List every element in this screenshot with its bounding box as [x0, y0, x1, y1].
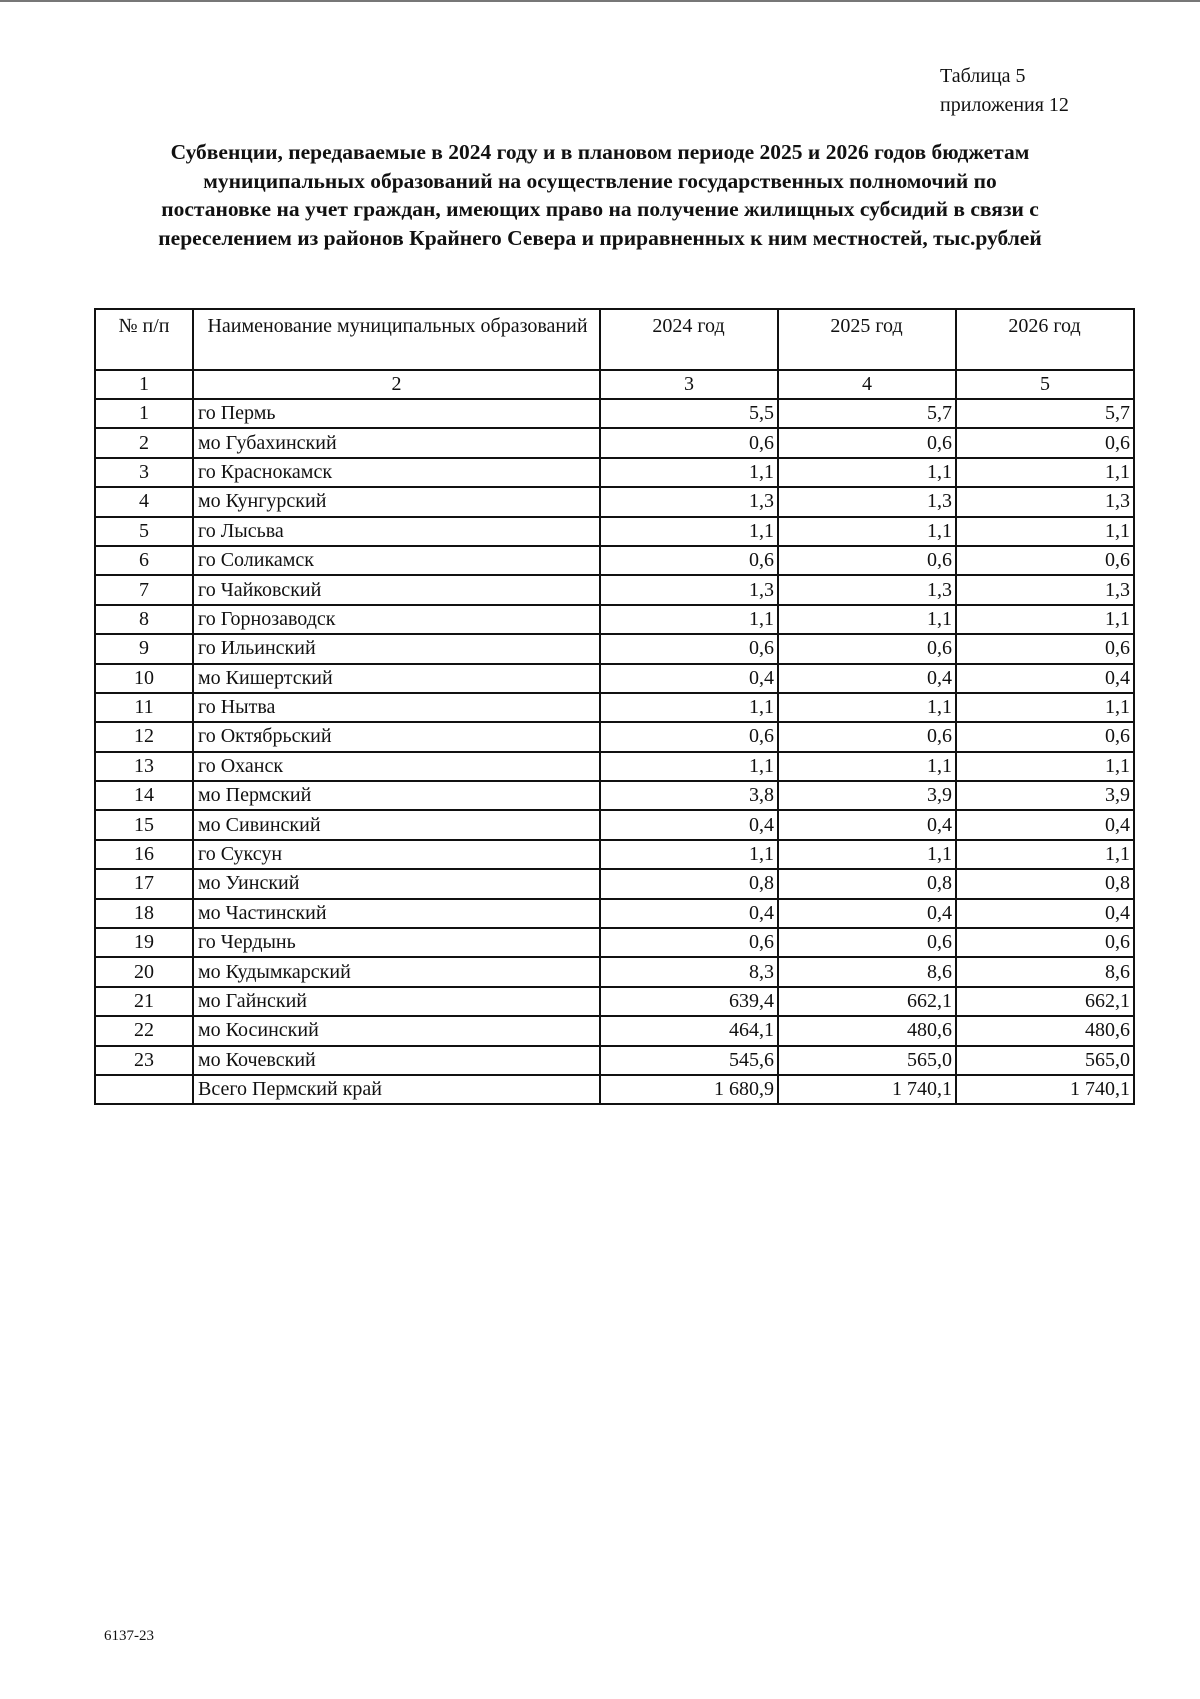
- value-2024: 1,1: [600, 752, 778, 781]
- value-2024: 5,5: [600, 399, 778, 428]
- row-number: 4: [95, 487, 193, 516]
- value-2024: 639,4: [600, 987, 778, 1016]
- table-row: [95, 634, 1134, 663]
- value-2025: 0,6: [778, 428, 956, 457]
- total-2025: 1 740,1: [778, 1075, 956, 1104]
- value-2025: 0,4: [778, 899, 956, 928]
- municipality-name: го Суксун: [193, 840, 600, 869]
- column-number: 1: [95, 370, 193, 399]
- value-2025: 662,1: [778, 987, 956, 1016]
- value-2024: 1,1: [600, 605, 778, 634]
- value-2024: 1,1: [600, 693, 778, 722]
- value-2025: 0,8: [778, 869, 956, 898]
- column-number-row: [95, 370, 1134, 399]
- value-2026: 662,1: [956, 987, 1134, 1016]
- row-number: 11: [95, 693, 193, 722]
- value-2026: 1,1: [956, 840, 1134, 869]
- value-2026: 8,6: [956, 957, 1134, 986]
- value-2024: 0,8: [600, 869, 778, 898]
- table-row: [95, 987, 1134, 1016]
- value-2025: 1,1: [778, 517, 956, 546]
- table-row: [95, 1016, 1134, 1045]
- column-number: 5: [956, 370, 1134, 399]
- row-number: 14: [95, 781, 193, 810]
- value-2026: 0,6: [956, 634, 1134, 663]
- value-2024: 0,6: [600, 428, 778, 457]
- municipality-name: го Ильинский: [193, 634, 600, 663]
- value-2026: 0,4: [956, 810, 1134, 839]
- value-2026: 1,1: [956, 458, 1134, 487]
- total-row: [95, 1075, 1134, 1104]
- municipality-name: мо Губахинский: [193, 428, 600, 457]
- value-2024: 0,6: [600, 546, 778, 575]
- table-row: [95, 752, 1134, 781]
- value-2025: 1,1: [778, 693, 956, 722]
- document-title: Субвенции, передаваемые в 2024 году и в плановом периоде 2025 и 2026 годов бюджетам муниципальных образований на осуществление государственных полномочий по постановке на учет граждан, имеющих право на получение жилищных субсидий в связи с переселением из районов Крайнего Севера и приравненных к ним местностей, тыс.рублей: [158, 140, 1042, 250]
- value-2026: 0,6: [956, 722, 1134, 751]
- table-row: [95, 899, 1134, 928]
- value-2025: 1,1: [778, 458, 956, 487]
- row-number: 23: [95, 1046, 193, 1075]
- row-number: 18: [95, 899, 193, 928]
- table-row: [95, 546, 1134, 575]
- value-2025: 0,6: [778, 634, 956, 663]
- municipality-name: го Оханск: [193, 752, 600, 781]
- value-2024: 545,6: [600, 1046, 778, 1075]
- value-2025: 480,6: [778, 1016, 956, 1045]
- value-2026: 0,8: [956, 869, 1134, 898]
- column-number: 3: [600, 370, 778, 399]
- table-row: [95, 517, 1134, 546]
- municipality-name: мо Кишертский: [193, 664, 600, 693]
- table-row: [95, 487, 1134, 516]
- municipality-name: го Соликамск: [193, 546, 600, 575]
- table-row: [95, 781, 1134, 810]
- header-name: Наименование муниципальных образований: [193, 309, 600, 370]
- municipality-name: го Чердынь: [193, 928, 600, 957]
- value-2026: 5,7: [956, 399, 1134, 428]
- scan-edge-line: [0, 0, 1200, 2]
- value-2026: 0,6: [956, 546, 1134, 575]
- row-number: 20: [95, 957, 193, 986]
- row-number: 6: [95, 546, 193, 575]
- value-2025: 0,4: [778, 664, 956, 693]
- value-2024: 0,4: [600, 899, 778, 928]
- appendix-label: приложения 12: [940, 94, 1069, 116]
- value-2025: 1,1: [778, 752, 956, 781]
- value-2025: 1,3: [778, 487, 956, 516]
- table-label: Таблица 5: [940, 65, 1026, 87]
- value-2026: 1,1: [956, 517, 1134, 546]
- value-2025: 3,9: [778, 781, 956, 810]
- municipality-name: мо Косинский: [193, 1016, 600, 1045]
- header-2025: 2025 год: [778, 309, 956, 370]
- municipality-name: мо Гайнский: [193, 987, 600, 1016]
- value-2026: 565,0: [956, 1046, 1134, 1075]
- table-row: [95, 957, 1134, 986]
- table-body: [95, 399, 1134, 1075]
- row-number: 12: [95, 722, 193, 751]
- municipality-name: го Лысьва: [193, 517, 600, 546]
- value-2025: 0,6: [778, 722, 956, 751]
- table-row: [95, 928, 1134, 957]
- municipality-name: го Краснокамск: [193, 458, 600, 487]
- row-number: 15: [95, 810, 193, 839]
- row-number: 9: [95, 634, 193, 663]
- municipality-name: го Пермь: [193, 399, 600, 428]
- municipality-name: мо Частинский: [193, 899, 600, 928]
- value-2026: 1,3: [956, 575, 1134, 604]
- value-2024: 0,4: [600, 664, 778, 693]
- value-2025: 5,7: [778, 399, 956, 428]
- value-2025: 1,1: [778, 605, 956, 634]
- table-row: [95, 810, 1134, 839]
- municipality-name: го Горнозаводск: [193, 605, 600, 634]
- row-number: 1: [95, 399, 193, 428]
- table-row: [95, 722, 1134, 751]
- total-num: [95, 1075, 193, 1104]
- table-row: [95, 458, 1134, 487]
- value-2024: 1,1: [600, 517, 778, 546]
- municipality-name: мо Сивинский: [193, 810, 600, 839]
- row-number: 2: [95, 428, 193, 457]
- municipality-name: го Чайковский: [193, 575, 600, 604]
- value-2026: 480,6: [956, 1016, 1134, 1045]
- value-2025: 1,1: [778, 840, 956, 869]
- municipality-name: мо Пермский: [193, 781, 600, 810]
- value-2026: 0,4: [956, 899, 1134, 928]
- value-2025: 565,0: [778, 1046, 956, 1075]
- row-number: 22: [95, 1016, 193, 1045]
- value-2026: 1,1: [956, 752, 1134, 781]
- municipality-name: мо Уинский: [193, 869, 600, 898]
- row-number: 8: [95, 605, 193, 634]
- table-row: [95, 399, 1134, 428]
- table-row: [95, 664, 1134, 693]
- header-2024: 2024 год: [600, 309, 778, 370]
- table-reference: [940, 62, 1069, 120]
- total-label: Всего Пермский край: [193, 1075, 600, 1104]
- value-2025: 0,6: [778, 928, 956, 957]
- column-number: 4: [778, 370, 956, 399]
- value-2026: 0,6: [956, 428, 1134, 457]
- row-number: 16: [95, 840, 193, 869]
- table-row: [95, 428, 1134, 457]
- row-number: 13: [95, 752, 193, 781]
- value-2026: 1,1: [956, 605, 1134, 634]
- municipality-name: го Нытва: [193, 693, 600, 722]
- value-2024: 0,6: [600, 928, 778, 957]
- table-row: [95, 575, 1134, 604]
- municipality-name: мо Кудымкарский: [193, 957, 600, 986]
- value-2024: 1,1: [600, 458, 778, 487]
- table-row: [95, 1046, 1134, 1075]
- value-2024: 1,3: [600, 487, 778, 516]
- value-2026: 1,1: [956, 693, 1134, 722]
- table-row: [95, 840, 1134, 869]
- row-number: 3: [95, 458, 193, 487]
- row-number: 7: [95, 575, 193, 604]
- column-number: 2: [193, 370, 600, 399]
- value-2025: 0,4: [778, 810, 956, 839]
- municipality-name: го Октябрьский: [193, 722, 600, 751]
- value-2025: 1,3: [778, 575, 956, 604]
- total-2024: 1 680,9: [600, 1075, 778, 1104]
- header-num: № п/п: [95, 309, 193, 370]
- table-row: [95, 605, 1134, 634]
- table-row: [95, 869, 1134, 898]
- table-header-row: [95, 309, 1134, 370]
- row-number: 10: [95, 664, 193, 693]
- row-number: 21: [95, 987, 193, 1016]
- value-2024: 1,3: [600, 575, 778, 604]
- value-2024: 8,3: [600, 957, 778, 986]
- value-2024: 0,6: [600, 634, 778, 663]
- municipality-name: мо Кунгурский: [193, 487, 600, 516]
- value-2026: 0,4: [956, 664, 1134, 693]
- table-row: [95, 693, 1134, 722]
- subventions-table: [94, 308, 1135, 1105]
- total-2026: 1 740,1: [956, 1075, 1134, 1104]
- value-2026: 3,9: [956, 781, 1134, 810]
- value-2024: 1,1: [600, 840, 778, 869]
- row-number: 19: [95, 928, 193, 957]
- row-number: 5: [95, 517, 193, 546]
- value-2024: 464,1: [600, 1016, 778, 1045]
- document-code: 6137-23: [104, 1628, 154, 1644]
- value-2025: 8,6: [778, 957, 956, 986]
- value-2024: 0,4: [600, 810, 778, 839]
- value-2025: 0,6: [778, 546, 956, 575]
- header-2026: 2026 год: [956, 309, 1134, 370]
- municipality-name: мо Кочевский: [193, 1046, 600, 1075]
- row-number: 17: [95, 869, 193, 898]
- value-2026: 1,3: [956, 487, 1134, 516]
- value-2024: 3,8: [600, 781, 778, 810]
- value-2024: 0,6: [600, 722, 778, 751]
- value-2026: 0,6: [956, 928, 1134, 957]
